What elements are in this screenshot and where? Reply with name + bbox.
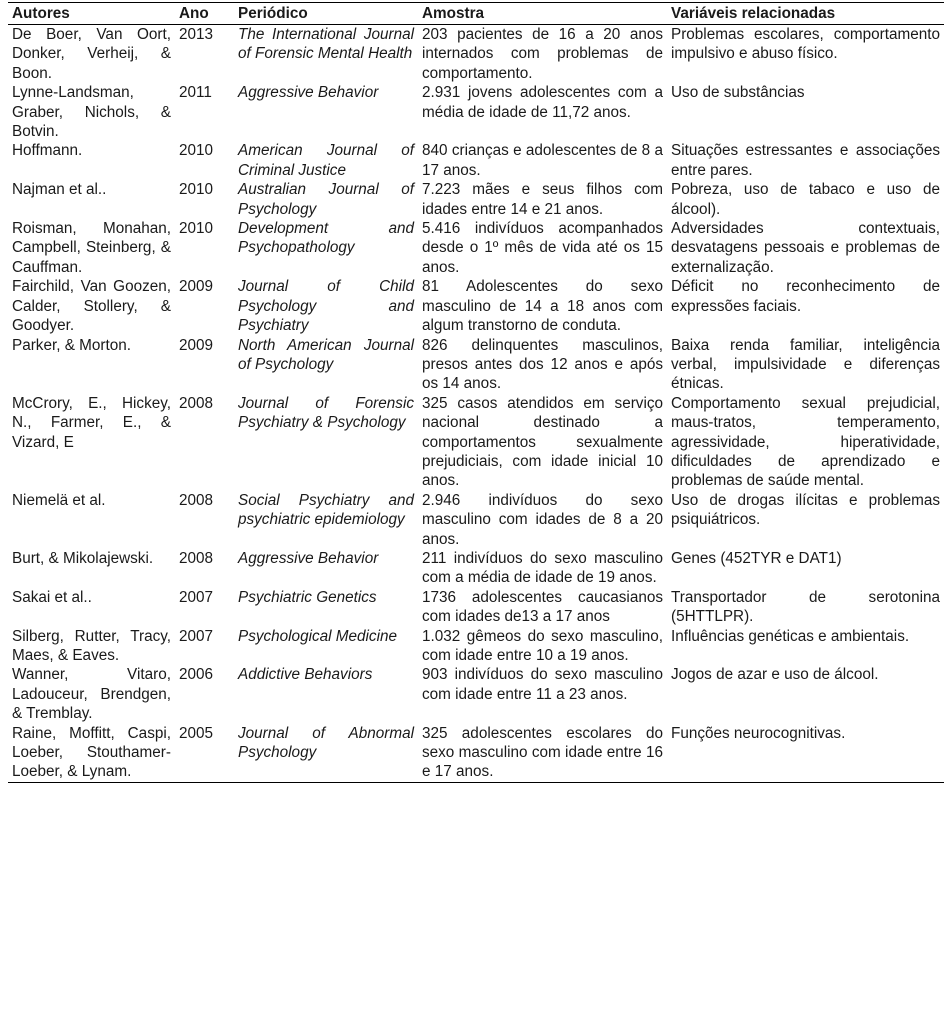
cell-periodico: Journal of Abnormal Psychology [238, 724, 414, 762]
cell-periodico: American Journal of Criminal Justice [238, 142, 414, 179]
table-header [8, 3, 944, 25]
cell-variaveis: Problemas escolares, comportamento impulsivo e abuso físico. [671, 26, 940, 63]
cell-autores: Raine, Moffitt, Caspi, Loeber, Stouthamer-Loeber, & Lynam. [12, 724, 171, 781]
cell-variaveis: Uso de substâncias [671, 84, 805, 102]
cell-periodico: Development and Psychopathology [238, 220, 414, 257]
cell-ano: 2008 [179, 394, 214, 412]
cell-autores: Niemelä et al. [12, 491, 106, 509]
table-row [8, 394, 944, 491]
cell-variaveis: Adversidades contextuais, desvatagens pessoais e problemas de externalização. [671, 220, 940, 276]
cell-ano: 2005 [179, 724, 214, 742]
header-periodico: Periódico [234, 3, 418, 25]
cell-amostra: 203 pacientes de 16 a 20 anos internados com problemas de comportamento. [422, 26, 663, 82]
cell-autores: Parker, & Morton. [12, 336, 132, 354]
studies-table [8, 2, 944, 783]
table-row [8, 491, 944, 549]
cell-variaveis: Uso de drogas ilícitas e problemas psiquiátricos. [671, 491, 940, 529]
table-row [8, 141, 944, 180]
header-row [8, 3, 944, 25]
cell-ano: 2008 [179, 549, 214, 567]
cell-amostra: 211 indivíduos do sexo masculino com a média de idade de 19 anos. [422, 549, 663, 587]
cell-periodico: Journal of Forensic Psychiatry & Psychology [238, 394, 414, 432]
cell-autores: Roisman, Monahan, Campbell, Steinberg, & Cauffman. [12, 220, 171, 276]
cell-amostra: 325 adolescentes escolares do sexo masculino com idade entre 16 e 17 anos. [422, 724, 663, 781]
cell-ano: 2009 [179, 336, 214, 354]
header-amostra: Amostra [418, 3, 667, 25]
cell-variaveis: Genes (452TYR e DAT1) [671, 549, 842, 567]
cell-variaveis: Situações estressantes e associações entre pares. [671, 142, 940, 179]
cell-variaveis: Pobreza, uso de tabaco e uso de álcool). [671, 181, 940, 218]
cell-variaveis: Déficit no reconhecimento de expressões faciais. [671, 278, 940, 315]
cell-autores: Wanner, Vitaro, Ladouceur, Brendgen, & Tremblay. [12, 666, 171, 723]
cell-ano: 2013 [179, 26, 214, 43]
cell-amostra: 1.032 gêmeos do sexo masculino, com idade entre 10 a 19 anos. [422, 627, 663, 664]
cell-ano: 2010 [179, 181, 214, 199]
cell-ano: 2007 [179, 627, 214, 645]
table-row [8, 665, 944, 723]
cell-amostra: 5.416 indivíduos acompanhados desde o 1º mês de vida até os 15 anos. [422, 220, 663, 276]
cell-periodico: Psychiatric Genetics [238, 588, 377, 606]
cell-variaveis: Transportador de serotonina (5HTTLPR). [671, 588, 940, 626]
table-row [8, 25, 944, 84]
cell-autores: McCrory, E., Hickey, N., Farmer, E., & Vizard, E [12, 394, 171, 451]
table-row [8, 83, 944, 141]
table-row [8, 724, 944, 783]
cell-amostra: 325 casos atendidos em serviço nacional destinado a comportamentos sexualmente prejudiciais, com idade inicial 10 anos. [422, 394, 663, 490]
cell-periodico: Aggressive Behavior [238, 84, 379, 102]
cell-amostra: 903 indivíduos do sexo masculino com idade entre 11 a 23 anos. [422, 666, 663, 703]
table-row [8, 277, 944, 335]
cell-amostra: 1736 adolescentes caucasianos com idades de13 a 17 anos [422, 588, 663, 626]
cell-variaveis: Baixa renda familiar, inteligência verbal, impulsividade e diferenças étnicas. [671, 336, 940, 393]
table-row [8, 180, 944, 219]
cell-periodico: North American Journal of Psychology [238, 336, 414, 373]
cell-periodico: Journal of Child Psychology and Psychiatry [238, 278, 414, 335]
table-row [8, 627, 944, 666]
cell-amostra: 81 Adolescentes do sexo masculino de 14 a 18 anos com algum transtorno de conduta. [422, 278, 663, 335]
header-ano: Ano [175, 3, 234, 25]
cell-variaveis: Jogos de azar e uso de álcool. [671, 666, 879, 684]
cell-autores: Silberg, Rutter, Tracy, Maes, & Eaves. [12, 627, 171, 664]
cell-periodico: Addictive Behaviors [238, 666, 373, 684]
cell-amostra: 840 crianças e adolescentes de 8 a 17 anos. [422, 142, 663, 179]
cell-periodico: Australian Journal of Psychology [238, 181, 414, 218]
cell-periodico: The International Journal of Forensic Mental Health [238, 26, 414, 63]
cell-ano: 2007 [179, 588, 214, 606]
table-row [8, 336, 944, 394]
table-row [8, 549, 944, 588]
cell-autores: Hoffmann. [12, 142, 83, 160]
cell-autores: Lynne-Landsman, Graber, Nichols, & Botvin. [12, 84, 171, 141]
header-variaveis: Variáveis relacionadas [667, 3, 944, 25]
cell-ano: 2006 [179, 666, 214, 684]
cell-amostra: 826 delinquentes masculinos, presos antes dos 12 anos e após os 14 anos. [422, 336, 663, 393]
cell-ano: 2011 [179, 84, 212, 102]
table-body [8, 25, 944, 783]
cell-variaveis: Funções neurocognitivas. [671, 724, 846, 742]
cell-amostra: 2.931 jovens adolescentes com a média de idade de 11,72 anos. [422, 84, 663, 121]
table-row [8, 588, 944, 627]
studies-table-container [8, 2, 944, 783]
cell-autores: Sakai et al.. [12, 588, 92, 606]
cell-ano: 2010 [179, 142, 214, 160]
cell-amostra: 7.223 mães e seus filhos com idades entre 14 e 21 anos. [422, 181, 663, 218]
cell-periodico: Social Psychiatry and psychiatric epidemiology [238, 491, 414, 529]
cell-variaveis: Influências genéticas e ambientais. [671, 627, 910, 645]
cell-ano: 2010 [179, 220, 214, 238]
header-autores: Autores [8, 3, 175, 25]
cell-variaveis: Comportamento sexual prejudicial, maus-tratos, temperamento, agressividade, hiperatividade, dificuldades de aprendizado e problemas de saúde mental. [671, 394, 940, 490]
cell-ano: 2009 [179, 278, 214, 296]
cell-autores: Najman et al.. [12, 181, 107, 199]
table-row [8, 219, 944, 277]
cell-ano: 2008 [179, 491, 214, 509]
cell-periodico: Psychological Medicine [238, 627, 397, 645]
cell-autores: Burt, & Mikolajewski. [12, 549, 154, 567]
cell-autores: Fairchild, Van Goozen, Calder, Stollery, & Goodyer. [12, 278, 171, 335]
cell-periodico: Aggressive Behavior [238, 549, 379, 567]
cell-autores: De Boer, Van Oort, Donker, Verheij, & Boon. [12, 26, 171, 82]
cell-amostra: 2.946 indivíduos do sexo masculino com idades de 8 a 20 anos. [422, 491, 663, 548]
